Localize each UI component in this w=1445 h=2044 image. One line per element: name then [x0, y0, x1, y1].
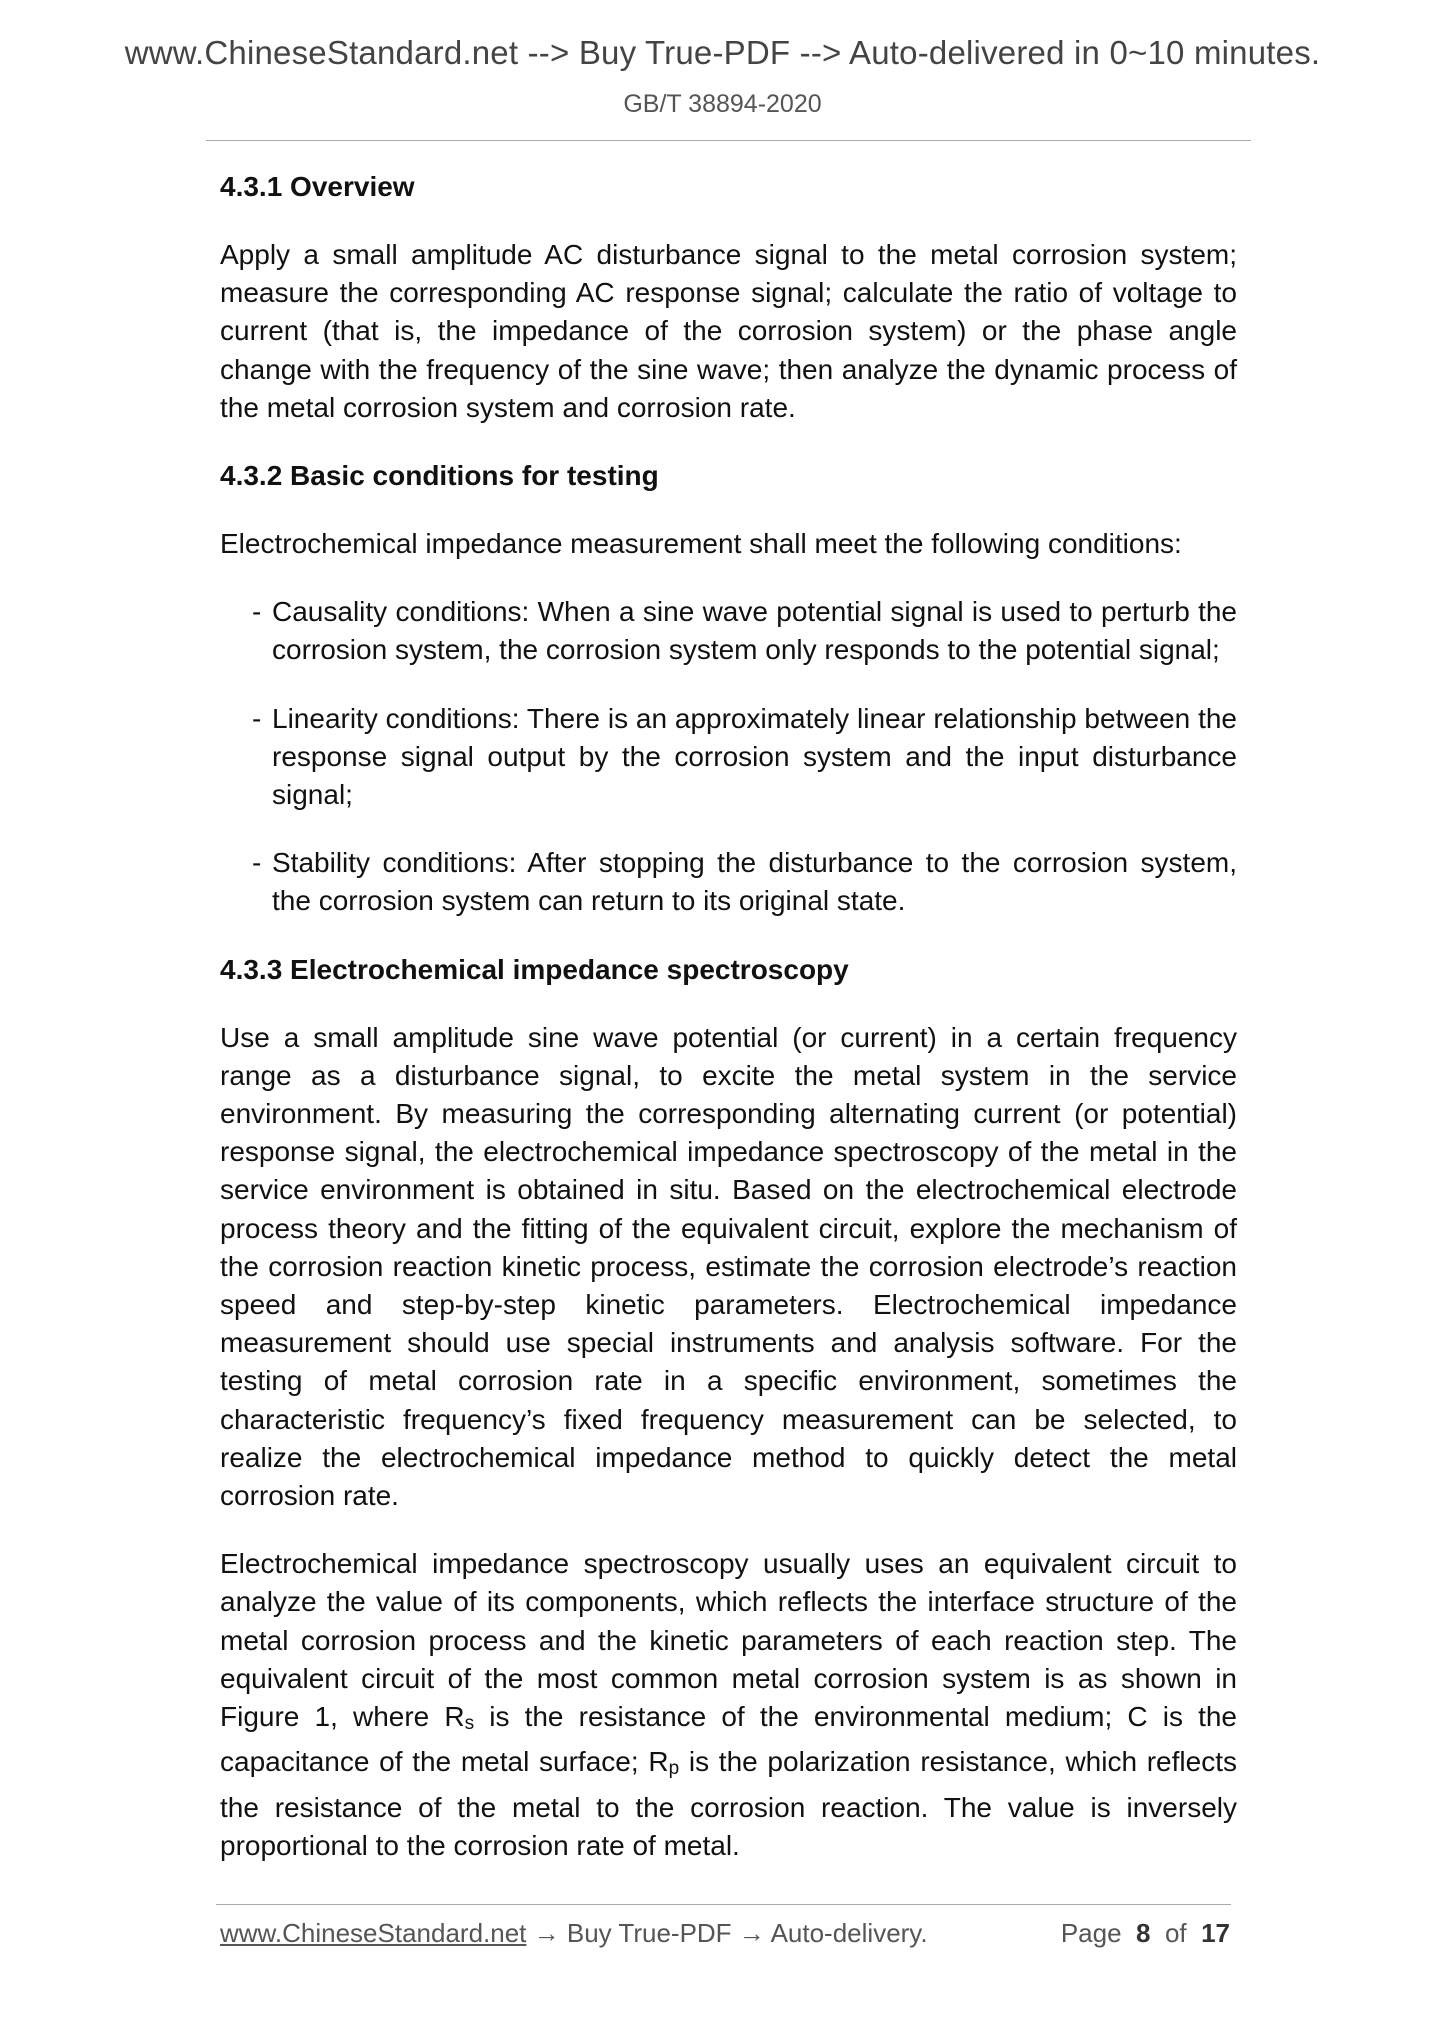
top-banner: www.ChineseStandard.net --> Buy True-PDF --> Auto-delivered in 0~10 minutes. [124, 34, 1321, 71]
document-body [220, 168, 1237, 1865]
bullet-dash: - [252, 847, 262, 879]
footer-tagline: → Buy True-PDF → Auto-delivery. [526, 1918, 928, 1948]
section-heading-4-3-2: 4.3.2 Basic conditions for testing [220, 460, 659, 492]
list-item: - Linearity conditions: There is an approximately linear relationship between the response signal output by the corrosion system and the input disturbance signal; [220, 700, 1237, 815]
bullet-dash: - [252, 596, 262, 628]
standard-code: GB/T 38894-2020 [623, 90, 822, 118]
page-number: Page 8 of 17 [1060, 1918, 1230, 1948]
list-item: - Stability conditions: After stopping the disturbance to the corrosion system, the corrosion system can return to its original state. [220, 844, 1237, 920]
section-heading-4-3-1: 4.3.1 Overview [220, 171, 415, 202]
section-heading-4-3-3: 4.3.3 Electrochemical impedance spectroscopy [220, 953, 849, 985]
eis-paragraph-1: Use a small amplitude sine wave potential (or current) in a certain frequency range as a disturbance signal, to excite the metal system in the service environment. By measuring the corresponding alternating current (or potential) response signal, the electrochemical impedance spectroscopy of the metal in the service environment is obtained in situ. Based on the electrochemical electrode process theory and the fitting of the equivalent circuit, explore the mechanism of the corrosion reaction kinetic process, estimate the corrosion electrode’s reaction speed and step-by-step kinetic parameters. Electrochemical impedance measurement should use special instruments and analysis software. For the testing of metal corrosion rate in a specific environment, sometimes the characteristic frequency’s fixed frequency measurement can be selected, to realize the electrochemical impedance method to quickly detect the metal corrosion rate. [220, 1021, 1237, 1512]
footer-site-link[interactable]: www.ChineseStandard.net [220, 1918, 527, 1948]
header-divider [206, 140, 1251, 141]
bullet-dash: - [252, 702, 262, 734]
overview-paragraph: Apply a small amplitude AC disturbance signal to the metal corrosion system; measure the corresponding AC response signal; calculate the ratio of voltage to current (that is, the impedance of the corrosion system) or the phase angle change with the frequency of the sine wave; then analyze the dynamic process of the metal corrosion system and corrosion rate. [220, 239, 1237, 423]
conditions-list [220, 593, 1237, 920]
conditions-intro: Electrochemical impedance measurement shall meet the following conditions: [220, 528, 1182, 560]
list-item: - Causality conditions: When a sine wave potential signal is used to perturb the corrosion system, the corrosion system only responds to the potential signal; [220, 593, 1237, 669]
footer-divider [216, 1904, 1231, 1905]
eis-paragraph-2: Electrochemical impedance spectroscopy usually uses an equivalent circuit to analyze the value of its components, which reflects the interface structure of the metal corrosion process and the kinetic parameters of each reaction step. The equivalent circuit of the most common metal corrosion system is as shown in Figure 1, where $R_s$ is the resistance of the environmental medium; C is the capacitance of the metal surface; $R_p$ is the polarization resistance, which reflects the resistance of the metal to the corrosion reaction. The value is inversely proportional to the corrosion rate of metal. [220, 1548, 1237, 1861]
